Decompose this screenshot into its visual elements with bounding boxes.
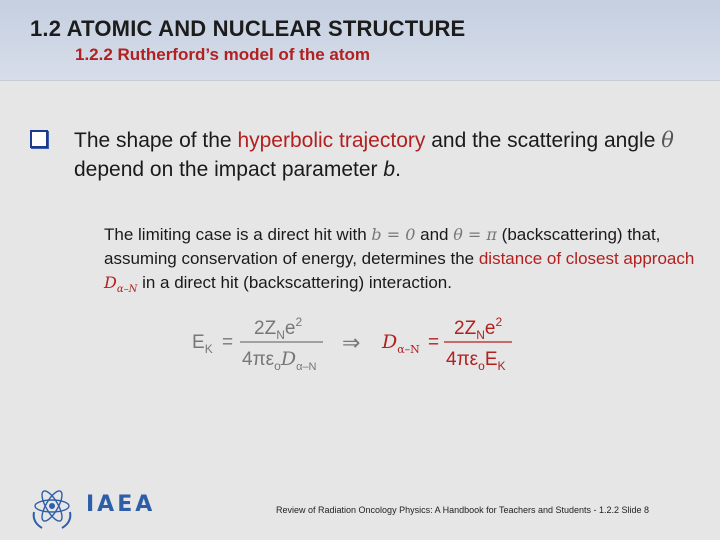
eq-equals-1: = — [222, 332, 234, 353]
eq-denominator-2: $4\pi\varepsilon_oE_K$ — [446, 349, 506, 373]
checkbox-bullet-icon — [30, 130, 48, 148]
para-text-2: and — [415, 225, 454, 244]
iaea-logo-text: IAEA — [86, 492, 156, 517]
header-band — [0, 0, 720, 81]
distance-closest-approach-highlight: distance of closest approach — [478, 249, 695, 268]
eq-numerator-2: $2Z_Ne^2$ — [454, 315, 503, 342]
eq-equals-2: = — [428, 332, 440, 353]
bullet-text-part4: . — [395, 158, 401, 181]
hyperbolic-trajectory-highlight: hyperbolic trajectory — [237, 129, 426, 152]
eq-numerator-1: $2Z_Ne^2$ — [254, 315, 303, 342]
theta-symbol: θ — [661, 128, 674, 152]
slide-title: 1.2 ATOMIC AND NUCLEAR STRUCTURE — [30, 16, 466, 41]
bullet-text-part3: depend on the impact parameter — [74, 158, 384, 181]
theta-pi-math: θ = π — [453, 225, 497, 244]
eq-lhs-ek: $E_K$ — [192, 332, 213, 356]
eq-implies-arrow: ⇒ — [342, 330, 361, 355]
limiting-case-paragraph — [104, 223, 704, 302]
para-text-5: in a direct hit (backscattering) interaction. — [137, 273, 452, 292]
bullet-text-part1: The shape of the — [74, 129, 238, 152]
footer-citation: Review of Radiation Oncology Physics: A Handbook for Teachers and Students - 1.2.2 Slide 8 — [276, 505, 650, 515]
closest-approach-equation — [190, 312, 530, 374]
d-alpha-n-math: $D_{\alpha-N}$ — [104, 273, 138, 296]
para-text-3: (backscattering) that, assuming conservation of energy, determines the — [104, 225, 661, 268]
impact-parameter-symbol: b — [383, 158, 396, 181]
bullet-text-part2: and the scattering angle — [425, 129, 662, 152]
slide-subtitle: 1.2.2 Rutherford’s model of the atom — [75, 45, 371, 64]
eq-denominator-1: $4\pi\varepsilon_oD_{\alpha-N}$ — [242, 348, 317, 373]
eq-lhs-d: $D_{\alpha-N}$ — [382, 331, 420, 356]
b-zero-math: b = 0 — [371, 225, 416, 244]
para-text-1: The limiting case is a direct hit with — [104, 225, 372, 244]
bullet-text — [74, 126, 694, 184]
